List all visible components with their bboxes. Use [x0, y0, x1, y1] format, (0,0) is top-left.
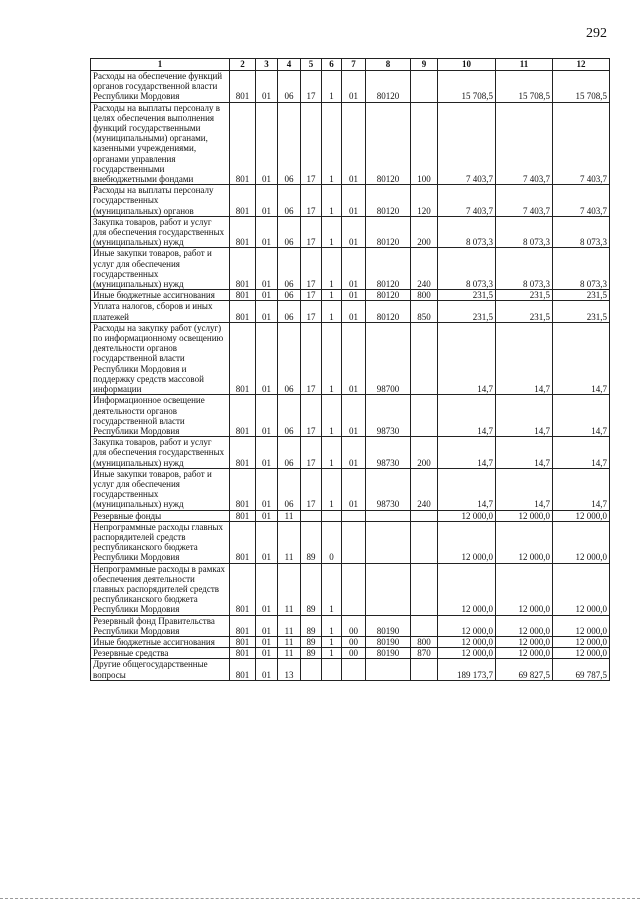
- cell-code-5: [301, 510, 322, 521]
- cell-amount-11: 14,7: [496, 437, 553, 469]
- cell-item-name: Резервные средства: [91, 648, 230, 659]
- column-header-5: 5: [301, 59, 322, 71]
- cell-item-name: Иные закупки товаров, работ и услуг для обеспечения государственных (муниципальных) нужд: [91, 468, 230, 510]
- cell-code-8: 80120: [366, 185, 411, 217]
- cell-amount-10: 231,5: [438, 301, 496, 322]
- cell-code-2: 801: [230, 216, 256, 248]
- cell-amount-12: 12 000,0: [553, 648, 610, 659]
- cell-item-name: Уплата налогов, сборов и иных платежей: [91, 301, 230, 322]
- cell-code-5: 17: [301, 322, 322, 394]
- table-row: [91, 395, 610, 437]
- cell-code-6: 1: [322, 395, 342, 437]
- cell-code-2: 801: [230, 521, 256, 563]
- cell-code-8: [366, 521, 411, 563]
- cell-code-5: 17: [301, 102, 322, 185]
- cell-code-3: 01: [256, 437, 278, 469]
- cell-amount-12: 8 073,3: [553, 216, 610, 248]
- cell-code-2: 801: [230, 636, 256, 647]
- cell-code-8: 80120: [366, 102, 411, 185]
- cell-code-9: 200: [411, 216, 438, 248]
- cell-amount-10: 189 173,7: [438, 659, 496, 680]
- cell-amount-12: 231,5: [553, 301, 610, 322]
- cell-code-3: 01: [256, 216, 278, 248]
- cell-code-3: 01: [256, 659, 278, 680]
- cell-code-8: 80120: [366, 248, 411, 290]
- cell-code-7: 01: [342, 71, 366, 103]
- table-row: [91, 290, 610, 301]
- cell-code-7: 01: [342, 322, 366, 394]
- cell-item-name: Резервный фонд Правительства Республики Мордовия: [91, 615, 230, 636]
- column-header-2: 2: [230, 59, 256, 71]
- cell-code-4: 11: [278, 563, 301, 615]
- cell-code-6: 1: [322, 248, 342, 290]
- cell-code-8: 98730: [366, 468, 411, 510]
- cell-code-6: 1: [322, 301, 342, 322]
- cell-amount-12: 8 073,3: [553, 248, 610, 290]
- cell-code-3: 01: [256, 71, 278, 103]
- column-header-1: 1: [91, 59, 230, 71]
- column-header-10: 10: [438, 59, 496, 71]
- cell-code-5: 89: [301, 521, 322, 563]
- cell-code-9: 120: [411, 185, 438, 217]
- cell-code-7: 00: [342, 636, 366, 647]
- cell-item-name: Закупка товаров, работ и услуг для обеспечения государственных (муниципальных) нужд: [91, 437, 230, 469]
- cell-code-6: 1: [322, 437, 342, 469]
- cell-amount-10: 14,7: [438, 468, 496, 510]
- cell-code-9: [411, 71, 438, 103]
- cell-code-7: [342, 563, 366, 615]
- cell-code-8: 80120: [366, 301, 411, 322]
- table-row: [91, 322, 610, 394]
- cell-code-3: 01: [256, 510, 278, 521]
- cell-code-2: 801: [230, 395, 256, 437]
- cell-code-3: 01: [256, 185, 278, 217]
- cell-item-name: Резервные фонды: [91, 510, 230, 521]
- cell-amount-12: 231,5: [553, 290, 610, 301]
- cell-code-7: 00: [342, 615, 366, 636]
- cell-amount-11: 12 000,0: [496, 648, 553, 659]
- cell-item-name: Непрограммные расходы главных распорядителей средств республиканского бюджета Республики Мордовия: [91, 521, 230, 563]
- cell-code-8: [366, 659, 411, 680]
- table-row: [91, 563, 610, 615]
- cell-amount-10: 12 000,0: [438, 563, 496, 615]
- cell-code-6: 1: [322, 615, 342, 636]
- table-header-row: [91, 59, 610, 71]
- cell-amount-12: 12 000,0: [553, 521, 610, 563]
- cell-code-9: 870: [411, 648, 438, 659]
- cell-code-5: 89: [301, 563, 322, 615]
- cell-code-2: 801: [230, 648, 256, 659]
- cell-code-4: 11: [278, 615, 301, 636]
- cell-code-9: 200: [411, 437, 438, 469]
- cell-code-8: 80120: [366, 290, 411, 301]
- cell-code-5: 17: [301, 185, 322, 217]
- cell-amount-10: 8 073,3: [438, 248, 496, 290]
- cell-amount-11: 14,7: [496, 395, 553, 437]
- cell-code-6: 1: [322, 290, 342, 301]
- cell-code-6: 1: [322, 322, 342, 394]
- cell-amount-11: 12 000,0: [496, 510, 553, 521]
- cell-amount-10: 12 000,0: [438, 510, 496, 521]
- cell-amount-11: 15 708,5: [496, 71, 553, 103]
- cell-code-6: [322, 510, 342, 521]
- cell-code-9: 100: [411, 102, 438, 185]
- cell-amount-12: 12 000,0: [553, 615, 610, 636]
- cell-amount-11: 7 403,7: [496, 102, 553, 185]
- cell-code-2: 801: [230, 437, 256, 469]
- cell-code-3: 01: [256, 301, 278, 322]
- cell-code-7: 01: [342, 185, 366, 217]
- budget-table: [90, 58, 610, 681]
- cell-code-2: 801: [230, 71, 256, 103]
- cell-code-7: 01: [342, 301, 366, 322]
- cell-code-3: 01: [256, 468, 278, 510]
- cell-amount-12: 14,7: [553, 322, 610, 394]
- column-header-12: 12: [553, 59, 610, 71]
- cell-code-2: 801: [230, 468, 256, 510]
- cell-code-9: [411, 322, 438, 394]
- table-row: [91, 648, 610, 659]
- table-row: [91, 615, 610, 636]
- cell-amount-11: 69 827,5: [496, 659, 553, 680]
- cell-code-6: 1: [322, 71, 342, 103]
- cell-code-7: [342, 659, 366, 680]
- cell-code-6: 1: [322, 216, 342, 248]
- cell-amount-12: 7 403,7: [553, 102, 610, 185]
- column-header-3: 3: [256, 59, 278, 71]
- page-number: 292: [586, 26, 607, 41]
- cell-code-7: 01: [342, 290, 366, 301]
- cell-code-2: 801: [230, 510, 256, 521]
- cell-amount-12: 15 708,5: [553, 71, 610, 103]
- cell-code-6: [322, 659, 342, 680]
- cell-code-4: 06: [278, 102, 301, 185]
- cell-code-2: 801: [230, 322, 256, 394]
- cell-code-9: 800: [411, 636, 438, 647]
- cell-code-2: 801: [230, 290, 256, 301]
- cell-amount-10: 14,7: [438, 395, 496, 437]
- cell-code-9: 240: [411, 468, 438, 510]
- column-header-7: 7: [342, 59, 366, 71]
- cell-code-8: [366, 510, 411, 521]
- table-row: [91, 248, 610, 290]
- cell-amount-11: 14,7: [496, 468, 553, 510]
- table-row: [91, 437, 610, 469]
- cell-code-6: 1: [322, 468, 342, 510]
- cell-amount-11: 8 073,3: [496, 248, 553, 290]
- cell-code-7: 01: [342, 102, 366, 185]
- cell-code-7: 01: [342, 468, 366, 510]
- cell-amount-10: 15 708,5: [438, 71, 496, 103]
- cell-code-9: [411, 659, 438, 680]
- cell-code-2: 801: [230, 185, 256, 217]
- cell-amount-10: 8 073,3: [438, 216, 496, 248]
- table-row: [91, 102, 610, 185]
- cell-code-2: 801: [230, 659, 256, 680]
- cell-code-5: 89: [301, 648, 322, 659]
- cell-code-4: 06: [278, 185, 301, 217]
- cell-amount-10: 12 000,0: [438, 648, 496, 659]
- cell-code-4: 06: [278, 322, 301, 394]
- cell-item-name: Расходы на выплаты персоналу государственных (муниципальных) органов: [91, 185, 230, 217]
- cell-code-8: [366, 563, 411, 615]
- table-row: [91, 521, 610, 563]
- cell-code-8: 80190: [366, 648, 411, 659]
- table-row: [91, 71, 610, 103]
- cell-code-7: 00: [342, 648, 366, 659]
- cell-amount-10: 12 000,0: [438, 636, 496, 647]
- cell-item-name: Расходы на обеспечение функций органов государственной власти Республики Мордовия: [91, 71, 230, 103]
- cell-code-9: [411, 521, 438, 563]
- cell-code-3: 01: [256, 102, 278, 185]
- cell-code-4: 06: [278, 71, 301, 103]
- cell-amount-12: 69 787,5: [553, 659, 610, 680]
- cell-code-5: 17: [301, 437, 322, 469]
- cell-amount-11: 12 000,0: [496, 563, 553, 615]
- table-row: [91, 468, 610, 510]
- cell-code-9: 800: [411, 290, 438, 301]
- cell-item-name: Информационное освещение деятельности органов государственной власти Республики Мордовия: [91, 395, 230, 437]
- cell-code-8: 98730: [366, 437, 411, 469]
- cell-code-5: [301, 659, 322, 680]
- cell-code-9: 850: [411, 301, 438, 322]
- cell-code-4: 11: [278, 648, 301, 659]
- cell-code-4: 13: [278, 659, 301, 680]
- cell-item-name: Иные бюджетные ассигнования: [91, 290, 230, 301]
- cell-code-6: 1: [322, 563, 342, 615]
- cell-code-9: [411, 615, 438, 636]
- cell-code-4: 06: [278, 248, 301, 290]
- cell-code-3: 01: [256, 248, 278, 290]
- cell-code-7: 01: [342, 216, 366, 248]
- cell-item-name: Иные закупки товаров, работ и услуг для обеспечения государственных (муниципальных) нужд: [91, 248, 230, 290]
- cell-code-7: [342, 521, 366, 563]
- cell-code-8: 98730: [366, 395, 411, 437]
- table-row: [91, 510, 610, 521]
- cell-amount-10: 12 000,0: [438, 521, 496, 563]
- cell-code-7: 01: [342, 248, 366, 290]
- cell-amount-11: 7 403,7: [496, 185, 553, 217]
- cell-amount-12: 12 000,0: [553, 563, 610, 615]
- cell-code-6: 1: [322, 636, 342, 647]
- cell-item-name: Другие общегосударственные вопросы: [91, 659, 230, 680]
- cell-code-7: [342, 510, 366, 521]
- cell-amount-11: 231,5: [496, 301, 553, 322]
- cell-code-7: 01: [342, 395, 366, 437]
- cell-amount-11: 12 000,0: [496, 521, 553, 563]
- cell-code-3: 01: [256, 636, 278, 647]
- cell-code-9: [411, 563, 438, 615]
- cell-code-6: 0: [322, 521, 342, 563]
- cell-code-4: 06: [278, 468, 301, 510]
- table-row: [91, 216, 610, 248]
- cell-amount-11: 12 000,0: [496, 615, 553, 636]
- cell-code-3: 01: [256, 521, 278, 563]
- cell-code-3: 01: [256, 563, 278, 615]
- cell-code-7: 01: [342, 437, 366, 469]
- cell-code-8: 80190: [366, 636, 411, 647]
- cell-amount-10: 7 403,7: [438, 102, 496, 185]
- cell-code-4: 06: [278, 216, 301, 248]
- cell-item-name: Закупка товаров, работ и услуг для обеспечения государственных (муниципальных) нужд: [91, 216, 230, 248]
- cell-code-5: 17: [301, 248, 322, 290]
- cell-amount-12: 14,7: [553, 395, 610, 437]
- cell-code-5: 89: [301, 636, 322, 647]
- cell-code-4: 06: [278, 395, 301, 437]
- table-row: [91, 636, 610, 647]
- cell-code-9: 240: [411, 248, 438, 290]
- cell-code-4: 06: [278, 290, 301, 301]
- cell-code-3: 01: [256, 395, 278, 437]
- table-row: [91, 659, 610, 680]
- cell-code-5: 17: [301, 468, 322, 510]
- column-header-9: 9: [411, 59, 438, 71]
- cell-code-6: 1: [322, 185, 342, 217]
- cell-code-9: [411, 395, 438, 437]
- cell-code-5: 17: [301, 71, 322, 103]
- cell-code-4: 11: [278, 521, 301, 563]
- cell-amount-10: 12 000,0: [438, 615, 496, 636]
- cell-amount-11: 8 073,3: [496, 216, 553, 248]
- cell-amount-12: 14,7: [553, 437, 610, 469]
- cell-code-4: 11: [278, 636, 301, 647]
- cell-code-3: 01: [256, 290, 278, 301]
- cell-item-name: Расходы на выплаты персоналу в целях обеспечения выполнения функций государственными (муниципальными) органами, казенными учреждениями, органами управления государственными внебюджетными фондами: [91, 102, 230, 185]
- cell-code-9: [411, 510, 438, 521]
- cell-code-8: 80120: [366, 71, 411, 103]
- cell-item-name: Расходы на закупку работ (услуг) по информационному освещению деятельности органов государственной власти Республики Мордовия и поддержку средств массовой информации: [91, 322, 230, 394]
- cell-item-name: Непрограммные расходы в рамках обеспечения деятельности главных распорядителей средств республиканского бюджета Республики Мордовия: [91, 563, 230, 615]
- cell-code-8: 98700: [366, 322, 411, 394]
- column-header-6: 6: [322, 59, 342, 71]
- cell-amount-12: 7 403,7: [553, 185, 610, 217]
- cell-code-2: 801: [230, 563, 256, 615]
- bottom-rule: [0, 898, 640, 899]
- cell-code-6: 1: [322, 102, 342, 185]
- cell-item-name: Иные бюджетные ассигнования: [91, 636, 230, 647]
- cell-amount-11: 12 000,0: [496, 636, 553, 647]
- cell-amount-12: 12 000,0: [553, 636, 610, 647]
- cell-code-5: 17: [301, 216, 322, 248]
- cell-code-4: 11: [278, 510, 301, 521]
- cell-code-8: 80190: [366, 615, 411, 636]
- cell-amount-10: 14,7: [438, 437, 496, 469]
- column-header-8: 8: [366, 59, 411, 71]
- cell-code-2: 801: [230, 301, 256, 322]
- cell-code-3: 01: [256, 322, 278, 394]
- cell-code-6: 1: [322, 648, 342, 659]
- cell-amount-12: 14,7: [553, 468, 610, 510]
- cell-amount-10: 231,5: [438, 290, 496, 301]
- column-header-4: 4: [278, 59, 301, 71]
- cell-code-3: 01: [256, 615, 278, 636]
- cell-amount-10: 7 403,7: [438, 185, 496, 217]
- column-header-11: 11: [496, 59, 553, 71]
- cell-code-2: 801: [230, 615, 256, 636]
- cell-code-4: 06: [278, 437, 301, 469]
- cell-code-2: 801: [230, 102, 256, 185]
- cell-amount-12: 12 000,0: [553, 510, 610, 521]
- cell-code-5: 17: [301, 301, 322, 322]
- cell-code-5: 17: [301, 395, 322, 437]
- cell-code-3: 01: [256, 648, 278, 659]
- cell-amount-11: 14,7: [496, 322, 553, 394]
- cell-amount-11: 231,5: [496, 290, 553, 301]
- cell-code-5: 89: [301, 615, 322, 636]
- cell-amount-10: 14,7: [438, 322, 496, 394]
- cell-code-5: 17: [301, 290, 322, 301]
- table-row: [91, 185, 610, 217]
- cell-code-8: 80120: [366, 216, 411, 248]
- table-row: [91, 301, 610, 322]
- cell-code-4: 06: [278, 301, 301, 322]
- cell-code-2: 801: [230, 248, 256, 290]
